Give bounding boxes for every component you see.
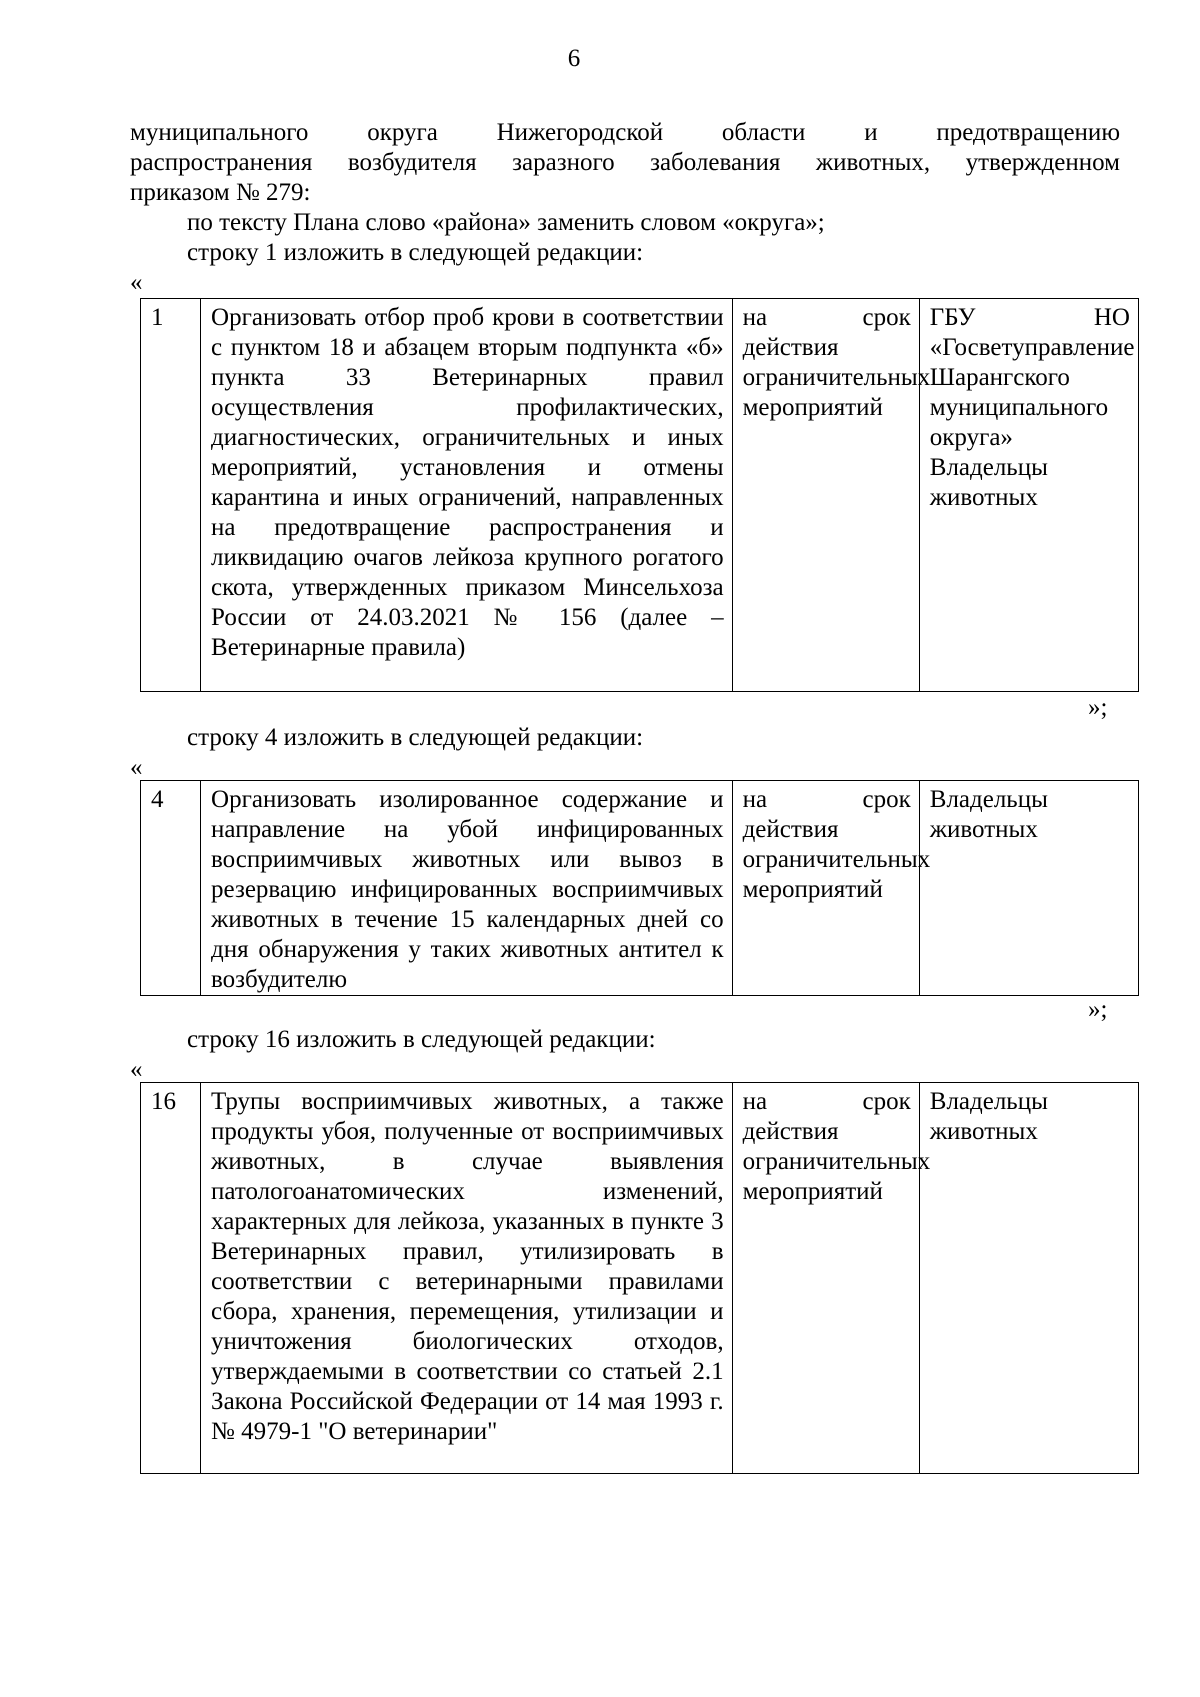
table-row bbox=[141, 299, 1139, 692]
row-term: на срок действия ограничительных мероприятий bbox=[732, 1083, 919, 1474]
section1-open-quote: « bbox=[130, 269, 143, 296]
row-number: 4 bbox=[141, 781, 201, 996]
section1-close-quote: »; bbox=[1088, 694, 1108, 721]
intro-line-1: муниципального округа Нижегородской области и предотвращению bbox=[130, 119, 1120, 146]
row-responsible: Владельцы животных bbox=[919, 781, 1138, 996]
section3-open-quote: « bbox=[130, 1056, 143, 1083]
page-number: 6 bbox=[567, 45, 581, 72]
row-responsible: Владельцы животных bbox=[919, 1083, 1138, 1474]
intro-paragraph bbox=[130, 118, 1120, 208]
section1-table bbox=[140, 298, 1139, 692]
instruction-replace: по тексту Плана слово «района» заменить словом «округа»; bbox=[187, 209, 825, 236]
section2-open-quote: « bbox=[130, 754, 143, 781]
row-term: на срок действия ограничительных мероприятий bbox=[732, 781, 919, 996]
row-action: Организовать отбор проб крови в соответствии с пунктом 18 и абзацем вторым подпункта «б» пункта 33 Ветеринарных правил осуществления профилактических, диагностических, ограничительных и иных мероприятий, установления и отмены карантина и иных ограничений, направленных на предотвращение распространения и ликвидацию очагов лейкоза крупного рогатого скота, утвержденных приказом Минсельхоза России от 24.03.2021 № 156 (далее – Ветеринарные правила) bbox=[201, 299, 733, 692]
section2-heading: строку 4 изложить в следующей редакции: bbox=[187, 724, 644, 751]
row-number: 16 bbox=[141, 1083, 201, 1474]
table-row bbox=[141, 1083, 1139, 1474]
row-responsible: ГБУ НО «Госветуправление Шарангского муниципального округа» Владельцы животных bbox=[919, 299, 1138, 692]
row-number: 1 bbox=[141, 299, 201, 692]
row-action: Организовать изолированное содержание и направление на убой инфицированных восприимчивых животных или вывоз в резервацию инфицированных восприимчивых животных в течение 15 календарных дней со дня обнаружения у таких животных антител к возбудителю bbox=[201, 781, 733, 996]
section3-table bbox=[140, 1082, 1139, 1474]
section2-close-quote: »; bbox=[1088, 996, 1108, 1023]
row-term: на срок действия ограничительных мероприятий bbox=[732, 299, 919, 692]
section3-heading: строку 16 изложить в следующей редакции: bbox=[187, 1026, 656, 1053]
table-row bbox=[141, 781, 1139, 996]
intro-line-2: распространения возбудителя заразного заболевания животных, утвержденном bbox=[130, 149, 1120, 176]
row-action: Трупы восприимчивых животных, а также продукты убоя, полученные от восприимчивых животных, в случае выявления патологоанатомических изменений, характерных для лейкоза, указанных в пункте 3 Ветеринарных правил, утилизировать в соответствии с ветеринарными правилами сбора, хранения, перемещения, утилизации и уничтожения биологических отходов, утверждаемыми в соответствии со статьей 2.1 Закона Российской Федерации от 14 мая 1993 г. № 4979-1 "О ветеринарии" bbox=[201, 1083, 733, 1474]
section1-heading: строку 1 изложить в следующей редакции: bbox=[187, 239, 644, 266]
intro-line-3: приказом № 279: bbox=[130, 179, 311, 206]
section2-table bbox=[140, 780, 1139, 996]
